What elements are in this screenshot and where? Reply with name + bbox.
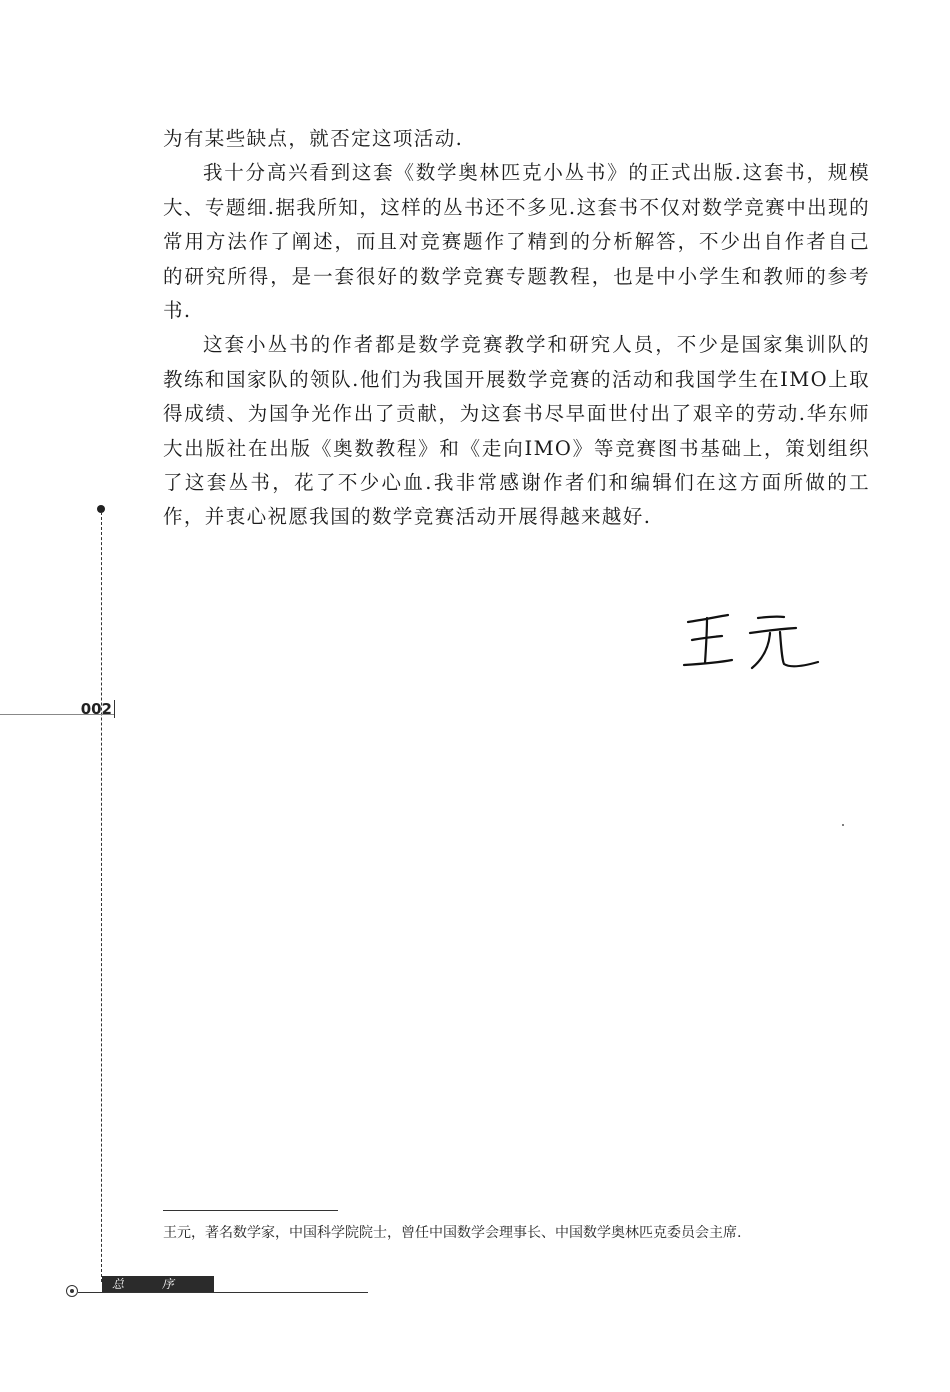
scan-speck — [842, 824, 844, 826]
paragraph-2: 我十分高兴看到这套《数学奥林匹克小丛书》的正式出版.这套书，规模大、专题细.据我所知，这样的丛书还不多见.这套书不仅对数学竞赛中出现的常用方法作了阐述，而且对竞赛题作了精到的分析解答，不少出自作者自己的研究所得，是一套很好的数学竞赛专题教程，也是中小学生和教师的参考书. — [163, 161, 870, 323]
section-label-char-1: 总 — [112, 1277, 127, 1291]
footer-circle-icon — [66, 1285, 78, 1297]
section-label — [102, 1276, 214, 1292]
handwritten-signature — [680, 608, 830, 673]
footer-rule — [78, 1292, 368, 1293]
paragraph-3: 这套小丛书的作者都是数学竞赛教学和研究人员，不少是国家集训队的教练和国家队的领队.他们为我国开展数学竞赛的活动和我国学生在IMO上取得成绩、为国争光作出了贡献，为这套书尽早面世付出了艰辛的劳动.华东师大出版社在出版《奥数教程》和《走向IMO》等竞赛图书基础上，策划组织了这套丛书，花了不少心血.我非常感谢作者们和编辑们在这方面所做的工作，并衷心祝愿我国的数学竞赛活动开展得越来越好. — [163, 333, 870, 529]
footnote-rule — [163, 1210, 338, 1211]
paragraph-1: 为有某些缺点，就否定这项活动. — [163, 127, 464, 150]
page-number: 002 — [70, 700, 115, 718]
margin-dashed-line — [101, 512, 102, 1282]
preface-body — [163, 122, 870, 535]
section-label-char-2: 序 — [161, 1277, 176, 1291]
footnote: 王元，著名数学家，中国科学院院士，曾任中国数学会理事长、中国数学奥林匹克委员会主席. — [163, 1225, 742, 1241]
page-footer — [66, 1276, 376, 1302]
